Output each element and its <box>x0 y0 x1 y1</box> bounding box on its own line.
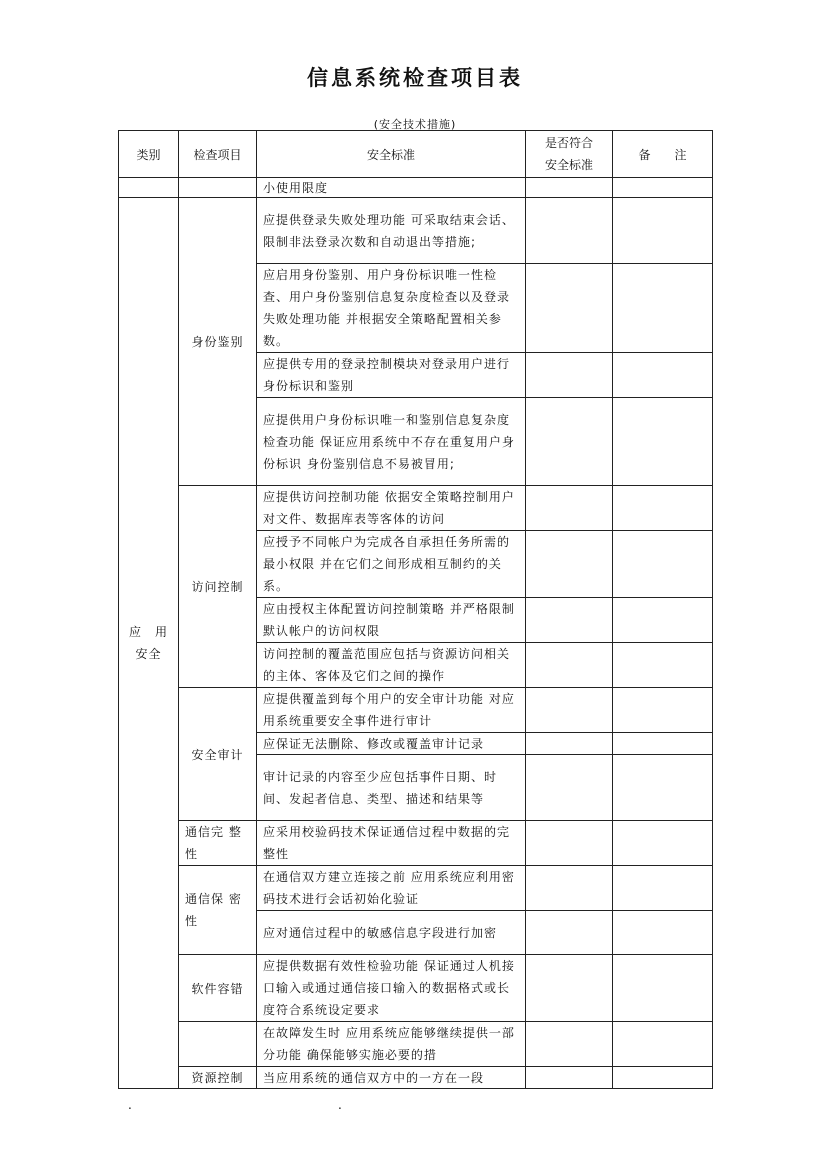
standard-cell: 访问控制的覆盖范围应包括与资源访问相关的主体、客体及它们之间的操作 <box>257 643 526 688</box>
item-cell-empty <box>179 1022 257 1067</box>
compliant-cell[interactable] <box>526 866 613 911</box>
compliant-cell[interactable] <box>526 178 613 198</box>
remark-cell[interactable] <box>613 198 713 264</box>
standard-cell: 小使用限度 <box>257 178 526 198</box>
standard-cell: 应提供访问控制功能 依据安全策略控制用户对文件、数据库表等客体的访问 <box>257 486 526 531</box>
compliant-cell[interactable] <box>526 598 613 643</box>
compliant-cell[interactable] <box>526 911 613 955</box>
table-row <box>119 821 713 866</box>
remark-cell[interactable] <box>613 733 713 755</box>
remark-cell[interactable] <box>613 643 713 688</box>
item-cell-security-audit: 安全审计 <box>179 688 257 821</box>
confidentiality-label-line1: 通信保 密 <box>185 892 242 906</box>
table-row <box>119 178 713 198</box>
checklist-table <box>118 130 713 1089</box>
remark-cell[interactable] <box>613 398 713 486</box>
remark-cell[interactable] <box>613 486 713 531</box>
standard-cell: 应提供专用的登录控制模块对登录用户进行身份标识和鉴别 <box>257 353 526 398</box>
remark-cell[interactable] <box>613 911 713 955</box>
standard-cell: 在故障发生时 应用系统应能够继续提供一部分功能 确保能够实施必要的措 <box>257 1022 526 1067</box>
standard-cell: 应对通信过程中的敏感信息字段进行加密 <box>257 911 526 955</box>
header-compliant-line2: 安全标准 <box>544 158 593 172</box>
compliant-cell[interactable] <box>526 1022 613 1067</box>
header-standard: 安全标准 <box>257 131 526 178</box>
item-cell-fault-tolerance: 软件容错 <box>179 955 257 1022</box>
standard-cell: 在通信双方建立连接之前 应用系统应利用密码技术进行会话初始化验证 <box>257 866 526 911</box>
compliant-cell[interactable] <box>526 955 613 1022</box>
category-cell-application-security <box>119 198 179 1089</box>
compliant-cell[interactable] <box>526 531 613 598</box>
page-title: 信息系统检查项目表 <box>307 66 523 90</box>
remark-cell[interactable] <box>613 264 713 353</box>
category-label-line2: 安全 <box>135 647 162 661</box>
table-row <box>119 198 713 264</box>
item-cell-resource-control: 资源控制 <box>179 1067 257 1089</box>
standard-cell: 应授予不同帐户为完成各自承担任务所需的最小权限 并在它们之间形成相互制约的关系。 <box>257 531 526 598</box>
item-cell-communication-confidentiality <box>179 866 257 955</box>
header-category: 类别 <box>119 131 179 178</box>
standard-cell: 应提供登录失败处理功能 可采取结束会话、限制非法登录次数和自动退出等措施; <box>257 198 526 264</box>
item-cell-empty <box>179 178 257 198</box>
header-remark: 备 注 <box>613 131 713 178</box>
table-row <box>119 688 713 733</box>
standard-cell: 应启用身份鉴别、用户身份标识唯一性检查、用户身份鉴别信息复杂度检查以及登录失败处理功能 并根据安全策略配置相关参数。 <box>257 264 526 353</box>
remark-cell[interactable] <box>613 178 713 198</box>
remark-cell[interactable] <box>613 755 713 821</box>
compliant-cell[interactable] <box>526 353 613 398</box>
standard-cell: 应保证无法删除、修改或覆盖审计记录 <box>257 733 526 755</box>
table-header-row <box>119 131 713 178</box>
table-row <box>119 1067 713 1089</box>
remark-cell[interactable] <box>613 598 713 643</box>
compliant-cell[interactable] <box>526 486 613 531</box>
page-subtitle: (安全技术措施) <box>373 118 457 131</box>
table-row <box>119 866 713 911</box>
table-row <box>119 1022 713 1067</box>
header-compliant-line1: 是否符合 <box>544 136 593 150</box>
standard-cell: 当应用系统的通信双方中的一方在一段 <box>257 1067 526 1089</box>
category-cell-empty <box>119 178 179 198</box>
confidentiality-label-line2: 性 <box>185 914 199 928</box>
compliant-cell[interactable] <box>526 1067 613 1089</box>
footer-dot-left: . <box>128 1098 132 1112</box>
compliant-cell[interactable] <box>526 643 613 688</box>
remark-cell[interactable] <box>613 821 713 866</box>
compliant-cell[interactable] <box>526 688 613 733</box>
remark-cell[interactable] <box>613 531 713 598</box>
compliant-cell[interactable] <box>526 264 613 353</box>
standard-cell: 应采用校验码技术保证通信过程中数据的完整性 <box>257 821 526 866</box>
integrity-label-line2: 性 <box>185 847 199 861</box>
remark-cell[interactable] <box>613 688 713 733</box>
compliant-cell[interactable] <box>526 755 613 821</box>
item-cell-identity: 身份鉴别 <box>179 198 257 486</box>
standard-cell: 审计记录的内容至少应包括事件日期、时间、发起者信息、类型、描述和结果等 <box>257 755 526 821</box>
category-label-line1: 应 用 <box>128 625 168 639</box>
remark-cell[interactable] <box>613 866 713 911</box>
integrity-label-line1: 通信完 整 <box>185 825 242 839</box>
header-compliant <box>526 131 613 178</box>
standard-cell: 应提供覆盖到每个用户的安全审计功能 对应用系统重要安全事件进行审计 <box>257 688 526 733</box>
footer-dot-right: . <box>338 1098 342 1112</box>
remark-cell[interactable] <box>613 1067 713 1089</box>
compliant-cell[interactable] <box>526 398 613 486</box>
standard-cell: 应由授权主体配置访问控制策略 并严格限制默认帐户的访问权限 <box>257 598 526 643</box>
table-row <box>119 486 713 531</box>
item-cell-communication-integrity <box>179 821 257 866</box>
remark-cell[interactable] <box>613 353 713 398</box>
compliant-cell[interactable] <box>526 821 613 866</box>
remark-cell[interactable] <box>613 1022 713 1067</box>
compliant-cell[interactable] <box>526 198 613 264</box>
header-item: 检查项目 <box>179 131 257 178</box>
standard-cell: 应提供数据有效性检验功能 保证通过人机接口输入或通过通信接口输入的数据格式或长度符合系统设定要求 <box>257 955 526 1022</box>
remark-cell[interactable] <box>613 955 713 1022</box>
table-row <box>119 955 713 1022</box>
item-cell-access-control: 访问控制 <box>179 486 257 688</box>
standard-cell: 应提供用户身份标识唯一和鉴别信息复杂度检查功能 保证应用系统中不存在重复用户身份标识 身份鉴别信息不易被冒用; <box>257 398 526 486</box>
compliant-cell[interactable] <box>526 733 613 755</box>
